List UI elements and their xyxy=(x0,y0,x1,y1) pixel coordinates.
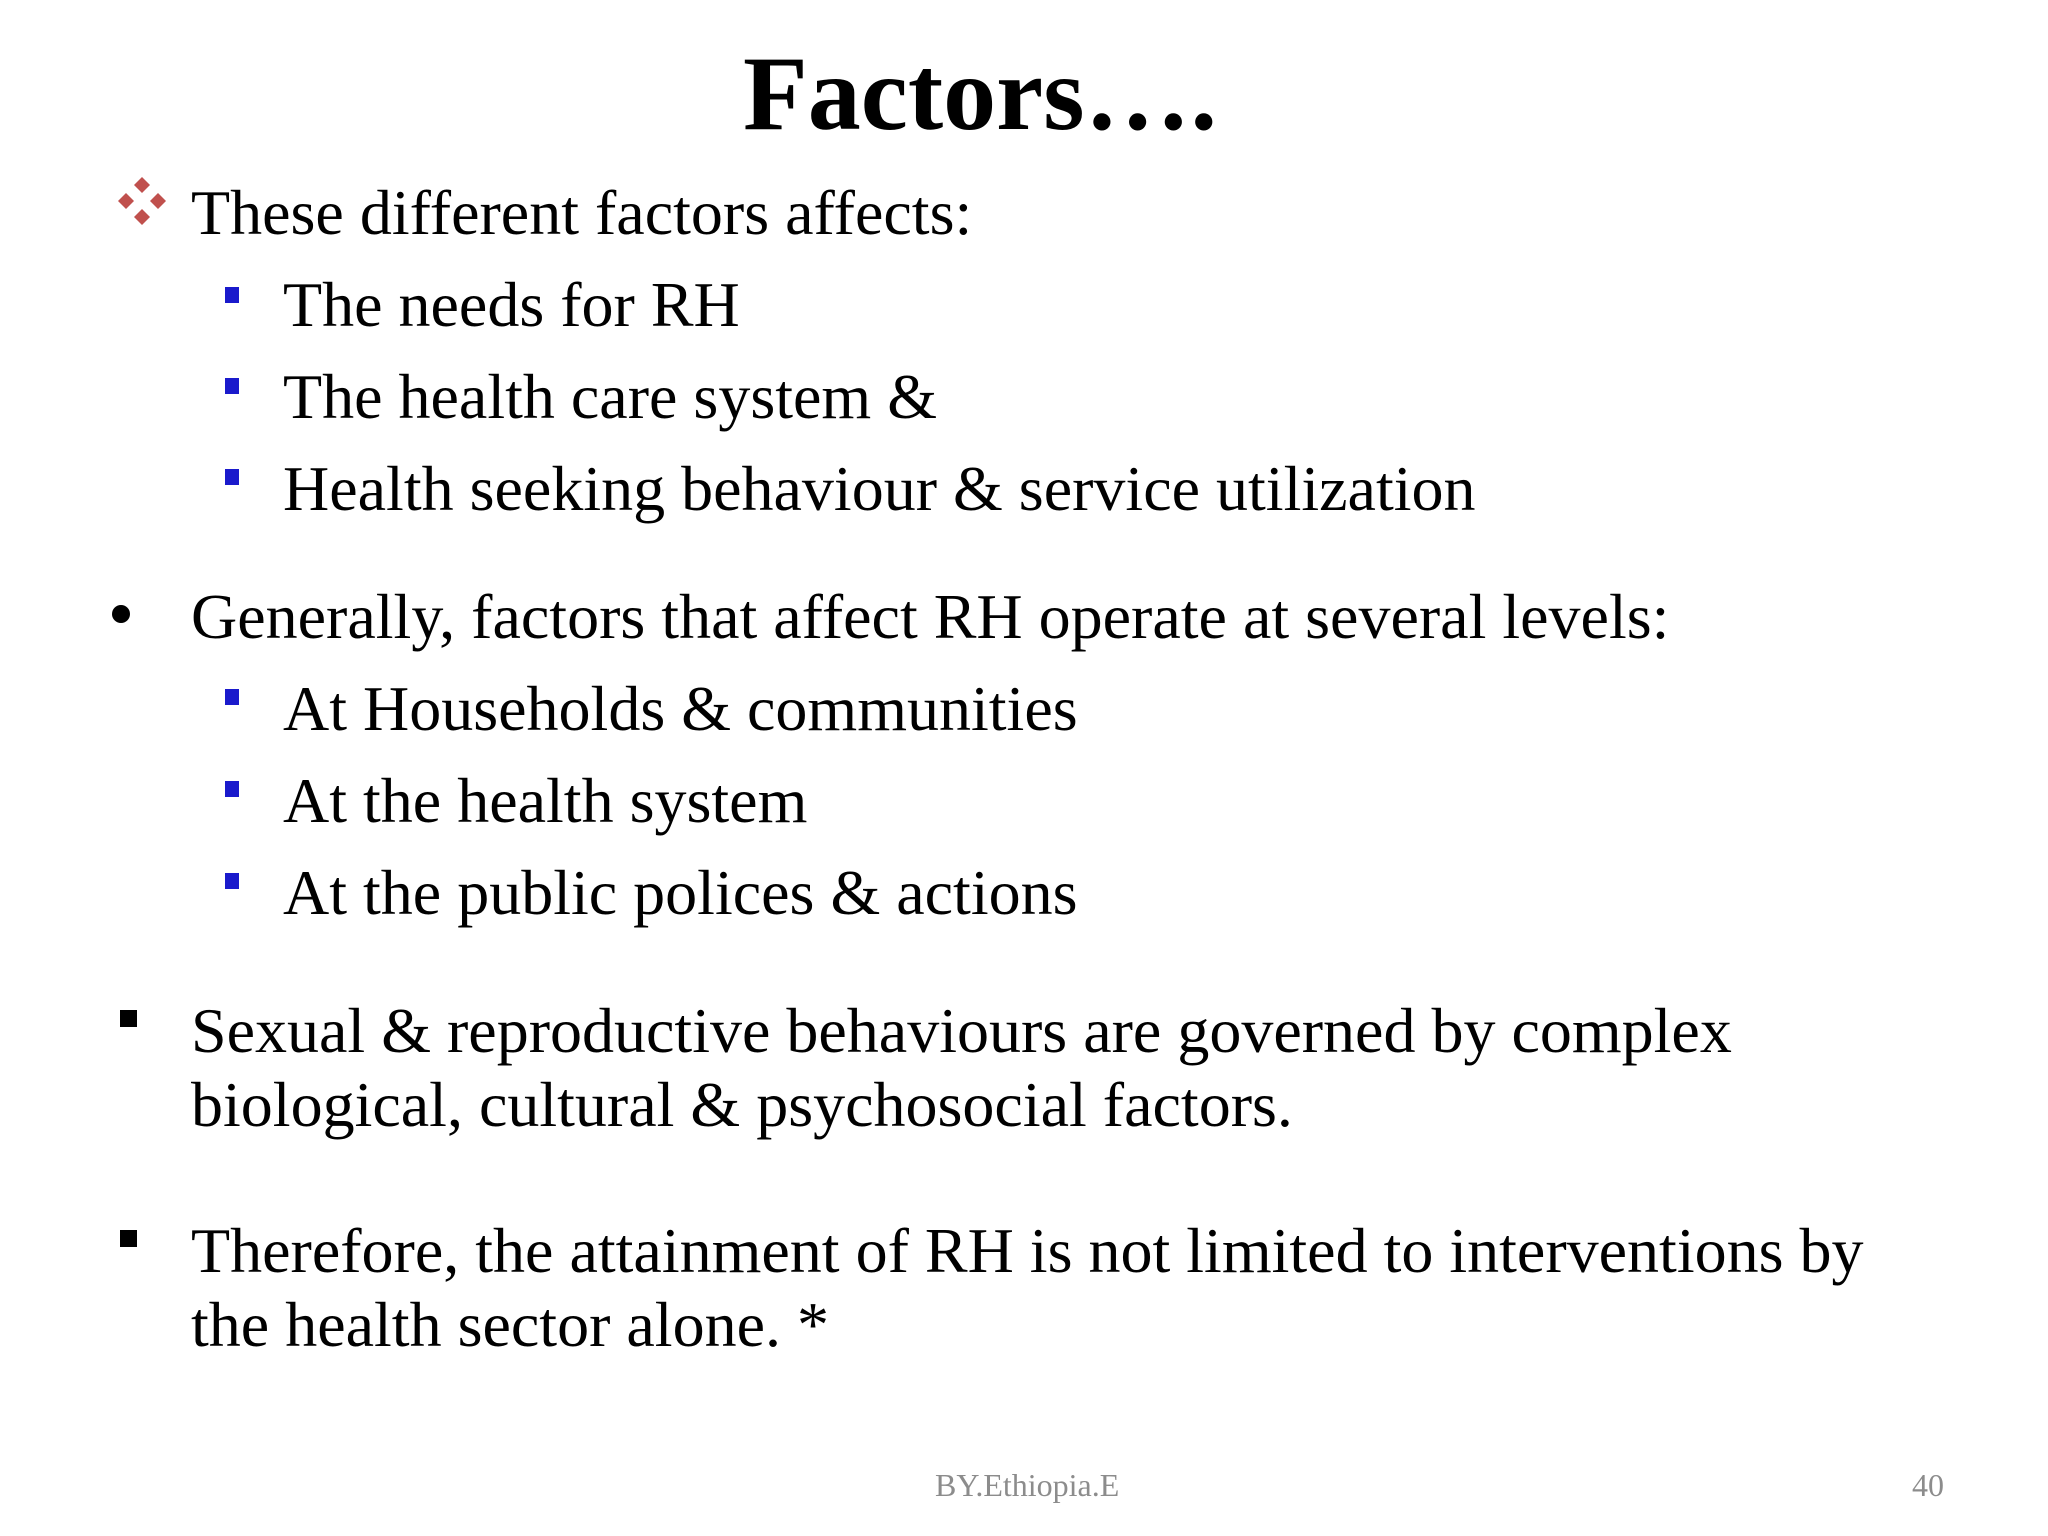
blue-square-icon xyxy=(225,873,239,889)
intro-item: The health care system & xyxy=(283,361,937,432)
blue-square-icon xyxy=(225,689,239,705)
levels-text: Generally, factors that affect RH operate at several levels: xyxy=(191,581,1670,652)
diamond-cluster-icon xyxy=(114,177,170,233)
blue-square-icon xyxy=(225,469,239,485)
intro-item: The needs for RH xyxy=(283,269,740,340)
levels-item: At Households & communities xyxy=(283,673,1078,744)
levels-item: At the health system xyxy=(283,765,808,836)
blue-square-icon xyxy=(225,378,239,394)
point1-line2: biological, cultural & psychosocial factors. xyxy=(191,1069,1293,1140)
square-bullet-icon xyxy=(120,1230,137,1247)
blue-square-icon xyxy=(225,287,239,303)
point2-line1: Therefore, the attainment of RH is not limited to interventions by xyxy=(191,1215,1864,1286)
round-bullet-icon xyxy=(112,605,130,623)
levels-item: At the public polices & actions xyxy=(283,857,1078,928)
page-number: 40 xyxy=(1912,1467,1944,1503)
point2-line2: the health sector alone. * xyxy=(191,1289,829,1360)
blue-square-icon xyxy=(225,781,239,797)
point1-line1: Sexual & reproductive behaviours are governed by complex xyxy=(191,995,1732,1066)
intro-text: These different factors affects: xyxy=(191,177,973,248)
intro-item: Health seeking behaviour & service utilization xyxy=(283,453,1476,524)
footer-author: BY.Ethiopia.E xyxy=(935,1467,1120,1503)
slide-title: Factors…. xyxy=(743,35,1217,152)
square-bullet-icon xyxy=(120,1010,137,1027)
